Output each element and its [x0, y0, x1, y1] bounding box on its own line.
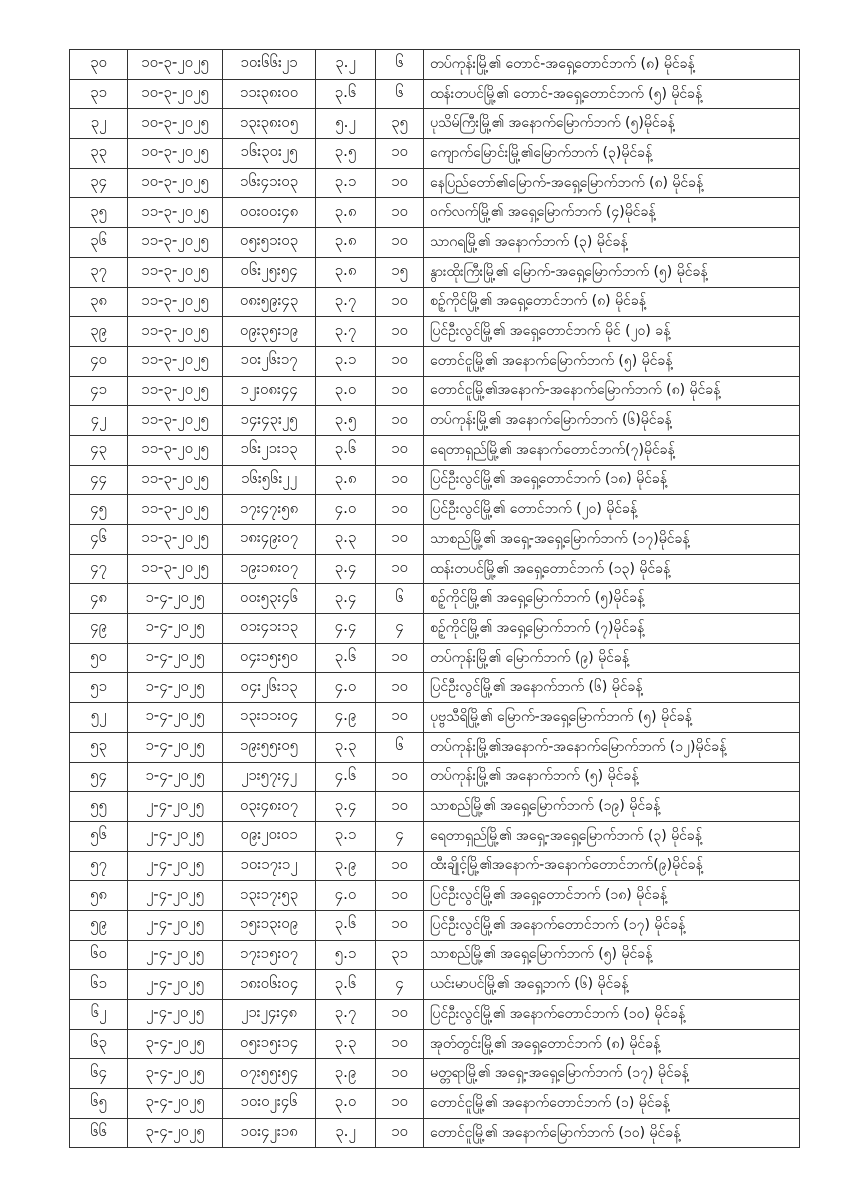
depth-cell: ၁၀: [376, 703, 424, 733]
magnitude-cell: ၃.၃: [316, 525, 376, 555]
date-cell: ၁၁-၃-၂၀၂၅: [128, 435, 223, 465]
table-row: [70, 940, 800, 970]
magnitude-cell: ၃.၇: [316, 1000, 376, 1030]
location-cell: တပ်ကုန်းမြို့၏ အနောက်မြောက်ဘက် (၆)မိုင်ခန့်: [424, 406, 800, 436]
depth-cell: ၁၀: [376, 465, 424, 495]
row-number-cell: ၆၆: [70, 1118, 128, 1148]
table-row: [70, 643, 800, 673]
magnitude-cell: ၃.၇: [316, 287, 376, 317]
location-cell: ပုသိမ်ကြီးမြို့၏ အနောက်မြောက်ဘက် (၅)မိုင်ခန့်: [424, 109, 800, 139]
magnitude-cell: ၃.၅: [316, 406, 376, 436]
date-cell: ၂-၄-၂၀၂၅: [128, 970, 223, 1000]
table-row: [70, 198, 800, 228]
table-row: [70, 851, 800, 881]
date-cell: ၁၁-၃-၂၀၂၅: [128, 406, 223, 436]
location-cell: တပ်ကုန်းမြို့၏ အနောက်ဘက် (၅) မိုင်ခန့်: [424, 762, 800, 792]
magnitude-cell: ၃.၈: [316, 257, 376, 287]
table-row: [70, 346, 800, 376]
table-row: [70, 168, 800, 198]
date-cell: ၃-၄-၂၀၂၅: [128, 1029, 223, 1059]
magnitude-cell: ၅.၁: [316, 940, 376, 970]
depth-cell: ၁၀: [376, 1118, 424, 1148]
date-cell: ၁၁-၃-၂၀၂၅: [128, 287, 223, 317]
table-row: [70, 762, 800, 792]
location-cell: ထန်းတပင်မြို့၏ တောင်-အရှေ့တောင်ဘက် (၅) မိုင်ခန့်: [424, 79, 800, 109]
table-row: [70, 970, 800, 1000]
magnitude-cell: ၃.၆: [316, 910, 376, 940]
row-number-cell: ၄၁: [70, 376, 128, 406]
depth-cell: ၁၀: [376, 881, 424, 911]
date-cell: ၁၀-၃-၂၀၂၅: [128, 168, 223, 198]
depth-cell: ၁၀: [376, 1059, 424, 1089]
date-cell: ၁၁-၃-၂၀၂၅: [128, 554, 223, 584]
depth-cell: ၄: [376, 970, 424, 1000]
date-cell: ၁၀-၃-၂၀၂၅: [128, 79, 223, 109]
table-row: [70, 910, 800, 940]
magnitude-cell: ၃.၀: [316, 1089, 376, 1119]
time-cell: ၁၉း၁၈း၀၇: [223, 554, 316, 584]
table-row: [70, 376, 800, 406]
table-row: [70, 1000, 800, 1030]
location-cell: သာစည်မြို့၏ အရှေ့-အရှေ့မြောက်ဘက် (၁၇)မိုင်ခန့်: [424, 525, 800, 555]
table-row: [70, 1089, 800, 1119]
table-row: [70, 703, 800, 733]
time-cell: ၁၆း၄၁း၀၃: [223, 168, 316, 198]
location-cell: ပြင်ဦးလွင်မြို့၏ အရှေ့တောင်ဘက် မိုင် (၂၀) ခန့်: [424, 317, 800, 347]
location-cell: ပြင်ဦးလွင်မြို့၏ တောင်ဘက် (၂၀) မိုင်ခန့်: [424, 495, 800, 525]
time-cell: ၀၀း၅၃း၄၆: [223, 584, 316, 614]
location-cell: ပြင်ဦးလွင်မြို့၏ အနောက်ဘက် (၆) မိုင်ခန့်: [424, 673, 800, 703]
time-cell: ၀၄း၁၅း၅၀: [223, 643, 316, 673]
table-row: [70, 673, 800, 703]
time-cell: ၁၇း၁၅း၀၇: [223, 940, 316, 970]
magnitude-cell: ၄.၀: [316, 495, 376, 525]
table-row: [70, 584, 800, 614]
row-number-cell: ၄၇: [70, 554, 128, 584]
location-cell: ဝက်လက်မြို့၏ အရှေ့မြောက်ဘက် (၄)မိုင်ခန့်: [424, 198, 800, 228]
table-row: [70, 228, 800, 258]
location-cell: နေပြည်တော်၏မြောက်-အရှေ့မြောက်ဘက် (၈) မိုင်ခန့်: [424, 168, 800, 198]
time-cell: ၁၈း၄၉း၀၇: [223, 525, 316, 555]
earthquake-table: [69, 49, 800, 1148]
location-cell: တပ်ကုန်းမြို့၏ မြောက်ဘက် (၉) မိုင်ခန့်: [424, 643, 800, 673]
depth-cell: ၄: [376, 614, 424, 644]
magnitude-cell: ၃.၂: [316, 1118, 376, 1148]
location-cell: ပြင်ဦးလွင်မြို့၏ အရှေ့တောင်ဘက် (၁၈) မိုင်ခန့်: [424, 465, 800, 495]
row-number-cell: ၅၉: [70, 910, 128, 940]
time-cell: ၀၅း၁၅း၁၄: [223, 1029, 316, 1059]
magnitude-cell: ၄.၆: [316, 762, 376, 792]
time-cell: ၁၀း၆၆း၂၁: [223, 50, 316, 80]
date-cell: ၁-၄-၂၀၂၅: [128, 732, 223, 762]
depth-cell: ၁၀: [376, 168, 424, 198]
magnitude-cell: ၃.၁: [316, 821, 376, 851]
date-cell: ၂-၄-၂၀၂၅: [128, 881, 223, 911]
depth-cell: ၁၀: [376, 643, 424, 673]
magnitude-cell: ၃.၈: [316, 198, 376, 228]
time-cell: ၁၆း၂၁း၁၃: [223, 435, 316, 465]
date-cell: ၁၁-၃-၂၀၂၅: [128, 495, 223, 525]
row-number-cell: ၄၅: [70, 495, 128, 525]
date-cell: ၁၁-၃-၂၀၂၅: [128, 525, 223, 555]
location-cell: ပြင်ဦးလွင်မြို့၏ အနောက်တောင်ဘက် (၁၇) မိုင်ခန့်: [424, 910, 800, 940]
row-number-cell: ၃၅: [70, 198, 128, 228]
time-cell: ၂၁း၂၄း၄၈: [223, 1000, 316, 1030]
magnitude-cell: ၃.၄: [316, 554, 376, 584]
depth-cell: ၁၅: [376, 257, 424, 287]
table-row: [70, 554, 800, 584]
time-cell: ၁၃း၃၈း၀၅: [223, 109, 316, 139]
depth-cell: ၆: [376, 732, 424, 762]
time-cell: ၀၉း၂၀း၀၁: [223, 821, 316, 851]
row-number-cell: ၆၃: [70, 1029, 128, 1059]
location-cell: သာစည်မြို့၏ အရှေ့မြောက်ဘက် (၁၉) မိုင်ခန့်: [424, 792, 800, 822]
table-row: [70, 614, 800, 644]
location-cell: ပြင်ဦးလွင်မြို့၏ အရှေ့တောင်ဘက် (၁၈) မိုင်ခန့်: [424, 881, 800, 911]
time-cell: ၁၆း၅၆း၂၂: [223, 465, 316, 495]
depth-cell: ၆: [376, 79, 424, 109]
time-cell: ၁၀း၂၆း၁၇: [223, 346, 316, 376]
row-number-cell: ၃၉: [70, 317, 128, 347]
row-number-cell: ၄၃: [70, 435, 128, 465]
time-cell: ၀၅း၅၁း၀၃: [223, 228, 316, 258]
table-row: [70, 525, 800, 555]
location-cell: ပုဗ္ဗသီရိမြို့၏ မြောက်-အရှေ့မြောက်ဘက် (၅) မိုင်ခန့်: [424, 703, 800, 733]
magnitude-cell: ၃.၁: [316, 168, 376, 198]
magnitude-cell: ၃.၇: [316, 317, 376, 347]
location-cell: စဉ့်ကိုင်မြို့၏ အရှေ့မြောက်ဘက် (၇)မိုင်ခန့်: [424, 614, 800, 644]
date-cell: ၁၀-၃-၂၀၂၅: [128, 50, 223, 80]
row-number-cell: ၃၇: [70, 257, 128, 287]
date-cell: ၁၀-၃-၂၀၂၅: [128, 139, 223, 169]
depth-cell: ၁၀: [376, 554, 424, 584]
date-cell: ၁-၄-၂၀၂၅: [128, 584, 223, 614]
table-row: [70, 317, 800, 347]
location-cell: စဉ့်ကိုင်မြို့၏ အရှေ့မြောက်ဘက် (၅)မိုင်ခန့်: [424, 584, 800, 614]
date-cell: ၃-၄-၂၀၂၅: [128, 1118, 223, 1148]
magnitude-cell: ၃.၆: [316, 970, 376, 1000]
table-row: [70, 109, 800, 139]
magnitude-cell: ၃.၈: [316, 228, 376, 258]
row-number-cell: ၄၈: [70, 584, 128, 614]
date-cell: ၂-၄-၂၀၂၅: [128, 940, 223, 970]
depth-cell: ၁၀: [376, 495, 424, 525]
date-cell: ၂-၄-၂၀၂၅: [128, 851, 223, 881]
location-cell: အုတ်တွင်းမြို့၏ အရှေ့တောင်ဘက် (၈) မိုင်ခန့်: [424, 1029, 800, 1059]
row-number-cell: ၃၀: [70, 50, 128, 80]
table-row: [70, 406, 800, 436]
row-number-cell: ၃၆: [70, 228, 128, 258]
row-number-cell: ၆၄: [70, 1059, 128, 1089]
time-cell: ၁၇း၄၇း၅၈: [223, 495, 316, 525]
date-cell: ၂-၄-၂၀၂၅: [128, 792, 223, 822]
depth-cell: ၁၀: [376, 762, 424, 792]
location-cell: ထီးချိုင့်မြို့၏အနောက်-အနောက်တောင်ဘက်(၉)မိုင်ခန့်: [424, 851, 800, 881]
magnitude-cell: ၃.၀: [316, 376, 376, 406]
time-cell: ၁၀း၁၇း၁၂: [223, 851, 316, 881]
magnitude-cell: ၃.၉: [316, 851, 376, 881]
magnitude-cell: ၃.၃: [316, 1029, 376, 1059]
table-row: [70, 792, 800, 822]
depth-cell: ၃၅: [376, 109, 424, 139]
depth-cell: ၁၀: [376, 346, 424, 376]
table-row: [70, 139, 800, 169]
depth-cell: ၁၀: [376, 198, 424, 228]
time-cell: ၁၈း၀၆း၀၄: [223, 970, 316, 1000]
magnitude-cell: ၄.၀: [316, 881, 376, 911]
table-row: [70, 50, 800, 80]
time-cell: ၁၆း၃၀း၂၅: [223, 139, 316, 169]
date-cell: ၁၁-၃-၂၀၂၅: [128, 228, 223, 258]
time-cell: ၀၃း၄၈း၀၇: [223, 792, 316, 822]
location-cell: တောင်ငူမြို့၏ အနောက်မြောက်ဘက် (၅) မိုင်ခန့်: [424, 346, 800, 376]
magnitude-cell: ၃.၁: [316, 346, 376, 376]
date-cell: ၁-၄-၂၀၂၅: [128, 762, 223, 792]
depth-cell: ၁၀: [376, 673, 424, 703]
row-number-cell: ၅၅: [70, 792, 128, 822]
location-cell: ရေတာရှည်မြို့၏ အရှေ့-အရှေ့မြောက်ဘက် (၃) မိုင်ခန့်: [424, 821, 800, 851]
row-number-cell: ၃၂: [70, 109, 128, 139]
time-cell: ၁၄း၄၃း၂၅: [223, 406, 316, 436]
row-number-cell: ၃၁: [70, 79, 128, 109]
date-cell: ၁၁-၃-၂၀၂၅: [128, 346, 223, 376]
time-cell: ၂၁း၅၇း၄၂: [223, 762, 316, 792]
row-number-cell: ၅၂: [70, 703, 128, 733]
depth-cell: ၁၀: [376, 376, 424, 406]
depth-cell: ၁၀: [376, 910, 424, 940]
row-number-cell: ၃၃: [70, 139, 128, 169]
location-cell: တောင်ငူမြို့၏ အနောက်မြောက်ဘက် (၁၀) မိုင်ခန့်: [424, 1118, 800, 1148]
depth-cell: ၁၀: [376, 287, 424, 317]
table-row: [70, 79, 800, 109]
table-row: [70, 732, 800, 762]
magnitude-cell: ၄.၄: [316, 614, 376, 644]
date-cell: ၂-၄-၂၀၂၅: [128, 1000, 223, 1030]
magnitude-cell: ၃.၆: [316, 643, 376, 673]
magnitude-cell: ၃.၄: [316, 584, 376, 614]
location-cell: ထန်းတပင်မြို့၏ အရှေ့တောင်ဘက် (၁၃) မိုင်ခန့်: [424, 554, 800, 584]
location-cell: ကျောက်မြောင်းမြို့၏မြောက်ဘက် (၃)မိုင်ခန့်: [424, 139, 800, 169]
row-number-cell: ၅၁: [70, 673, 128, 703]
time-cell: ၁၃း၁၇း၅၃: [223, 881, 316, 911]
location-cell: တပ်ကုန်းမြို့၏အနောက်-အနောက်မြောက်ဘက် (၁၂)မိုင်ခန့်: [424, 732, 800, 762]
depth-cell: ၁၀: [376, 406, 424, 436]
magnitude-cell: ၃.၉: [316, 1059, 376, 1089]
time-cell: ၀၄း၂၆း၁၃: [223, 673, 316, 703]
magnitude-cell: ၃.၅: [316, 139, 376, 169]
location-cell: မတ္တရာမြို့၏ အရှေ့-အရှေ့မြောက်ဘက် (၁၇) မိုင်ခန့်: [424, 1059, 800, 1089]
depth-cell: ၁၀: [376, 1089, 424, 1119]
time-cell: ၀၆း၂၅း၅၄: [223, 257, 316, 287]
row-number-cell: ၅၇: [70, 851, 128, 881]
depth-cell: ၁၀: [376, 525, 424, 555]
date-cell: ၂-၄-၂၀၂၅: [128, 821, 223, 851]
location-cell: တောင်ငူမြို့၏ အနောက်တောင်ဘက် (၁) မိုင်ခန့်: [424, 1089, 800, 1119]
table-body: [70, 50, 800, 1148]
table-row: [70, 1118, 800, 1148]
location-cell: နွားထိုးကြီးမြို့၏ မြောက်-အရှေ့မြောက်ဘက် (၅) မိုင်ခန့်: [424, 257, 800, 287]
location-cell: ရေတာရှည်မြို့၏ အနောက်တောင်ဘက်(၇)မိုင်ခန့်: [424, 435, 800, 465]
time-cell: ၁၃း၁၁း၀၄: [223, 703, 316, 733]
date-cell: ၁၁-၃-၂၀၂၅: [128, 198, 223, 228]
time-cell: ၁၂း၀၈း၄၄: [223, 376, 316, 406]
depth-cell: ၁၀: [376, 228, 424, 258]
table-row: [70, 257, 800, 287]
table-row: [70, 821, 800, 851]
location-cell: တပ်ကုန်းမြို့၏ တောင်-အရှေ့တောင်ဘက် (၈) မိုင်ခန့်: [424, 50, 800, 80]
time-cell: ၁၉း၅၅း၀၅: [223, 732, 316, 762]
depth-cell: ၁၀: [376, 317, 424, 347]
magnitude-cell: ၄.၉: [316, 703, 376, 733]
location-cell: ပြင်ဦးလွင်မြို့၏ အနောက်တောင်ဘက် (၁၀) မိုင်ခန့်: [424, 1000, 800, 1030]
row-number-cell: ၆၅: [70, 1089, 128, 1119]
magnitude-cell: ၃.၆: [316, 435, 376, 465]
table-row: [70, 287, 800, 317]
row-number-cell: ၅၃: [70, 732, 128, 762]
date-cell: ၁-၄-၂၀၂၅: [128, 703, 223, 733]
depth-cell: ၃၁: [376, 940, 424, 970]
table-row: [70, 435, 800, 465]
date-cell: ၃-၄-၂၀၂၅: [128, 1089, 223, 1119]
time-cell: ၁၀း၀၂း၄၆: [223, 1089, 316, 1119]
table-row: [70, 1059, 800, 1089]
date-cell: ၁၁-၃-၂၀၂၅: [128, 376, 223, 406]
time-cell: ၀၈း၅၉း၄၃: [223, 287, 316, 317]
row-number-cell: ၅၀: [70, 643, 128, 673]
magnitude-cell: ၃.၃: [316, 732, 376, 762]
row-number-cell: ၅၄: [70, 762, 128, 792]
depth-cell: ၆: [376, 50, 424, 80]
time-cell: ၀၉း၃၅း၁၉: [223, 317, 316, 347]
row-number-cell: ၃၄: [70, 168, 128, 198]
date-cell: ၁-၄-၂၀၂၅: [128, 643, 223, 673]
row-number-cell: ၆၂: [70, 1000, 128, 1030]
magnitude-cell: ၄.၀: [316, 673, 376, 703]
row-number-cell: ၅၆: [70, 821, 128, 851]
row-number-cell: ၄၄: [70, 465, 128, 495]
depth-cell: ၁၀: [376, 139, 424, 169]
date-cell: ၁-၄-၂၀၂၅: [128, 673, 223, 703]
time-cell: ၁၀း၄၂း၁၈: [223, 1118, 316, 1148]
table-row: [70, 495, 800, 525]
row-number-cell: ၄၉: [70, 614, 128, 644]
time-cell: ၀၇း၅၅း၅၄: [223, 1059, 316, 1089]
location-cell: စဉ့်ကိုင်မြို့၏ အရှေ့တောင်ဘက် (၈) မိုင်ခန့်: [424, 287, 800, 317]
row-number-cell: ၄၂: [70, 406, 128, 436]
depth-cell: ၁၀: [376, 851, 424, 881]
table-row: [70, 1029, 800, 1059]
time-cell: ၀၁း၄၁း၁၃: [223, 614, 316, 644]
depth-cell: ၄: [376, 821, 424, 851]
date-cell: ၁၀-၃-၂၀၂၅: [128, 109, 223, 139]
date-cell: ၁၁-၃-၂၀၂၅: [128, 465, 223, 495]
location-cell: ယင်းမာပင်မြို့၏ အရှေ့ဘက် (၆) မိုင်ခန့်: [424, 970, 800, 1000]
row-number-cell: ၅၈: [70, 881, 128, 911]
date-cell: ၁၁-၃-၂၀၂၅: [128, 257, 223, 287]
date-cell: ၂-၄-၂၀၂၅: [128, 910, 223, 940]
depth-cell: ၁၀: [376, 435, 424, 465]
depth-cell: ၁၀: [376, 792, 424, 822]
date-cell: ၃-၄-၂၀၂၅: [128, 1059, 223, 1089]
location-cell: သာဂရမြို့၏ အနောက်ဘက် (၃) မိုင်ခန့်: [424, 228, 800, 258]
date-cell: ၁၁-၃-၂၀၂၅: [128, 317, 223, 347]
date-cell: ၁-၄-၂၀၂၅: [128, 614, 223, 644]
location-cell: သာစည်မြို့၏ အရှေ့မြောက်ဘက် (၅) မိုင်ခန့်: [424, 940, 800, 970]
table-row: [70, 465, 800, 495]
row-number-cell: ၄၆: [70, 525, 128, 555]
depth-cell: ၆: [376, 584, 424, 614]
time-cell: ၁၅း၁၃း၀၉: [223, 910, 316, 940]
magnitude-cell: ၃.၆: [316, 79, 376, 109]
magnitude-cell: ၃.၈: [316, 465, 376, 495]
table-row: [70, 881, 800, 911]
row-number-cell: ၆၁: [70, 970, 128, 1000]
row-number-cell: ၃၈: [70, 287, 128, 317]
depth-cell: ၁၀: [376, 1029, 424, 1059]
magnitude-cell: ၃.၄: [316, 792, 376, 822]
time-cell: ၀၀း၀၀း၄၈: [223, 198, 316, 228]
magnitude-cell: ၃.၂: [316, 50, 376, 80]
row-number-cell: ၄၀: [70, 346, 128, 376]
depth-cell: ၁၀: [376, 1000, 424, 1030]
row-number-cell: ၆၀: [70, 940, 128, 970]
magnitude-cell: ၅.၂: [316, 109, 376, 139]
time-cell: ၁၁း၃၈း၀၀: [223, 79, 316, 109]
location-cell: တောင်ငူမြို့၏အနောက်-အနောက်မြောက်ဘက် (၈) မိုင်ခန့်: [424, 376, 800, 406]
